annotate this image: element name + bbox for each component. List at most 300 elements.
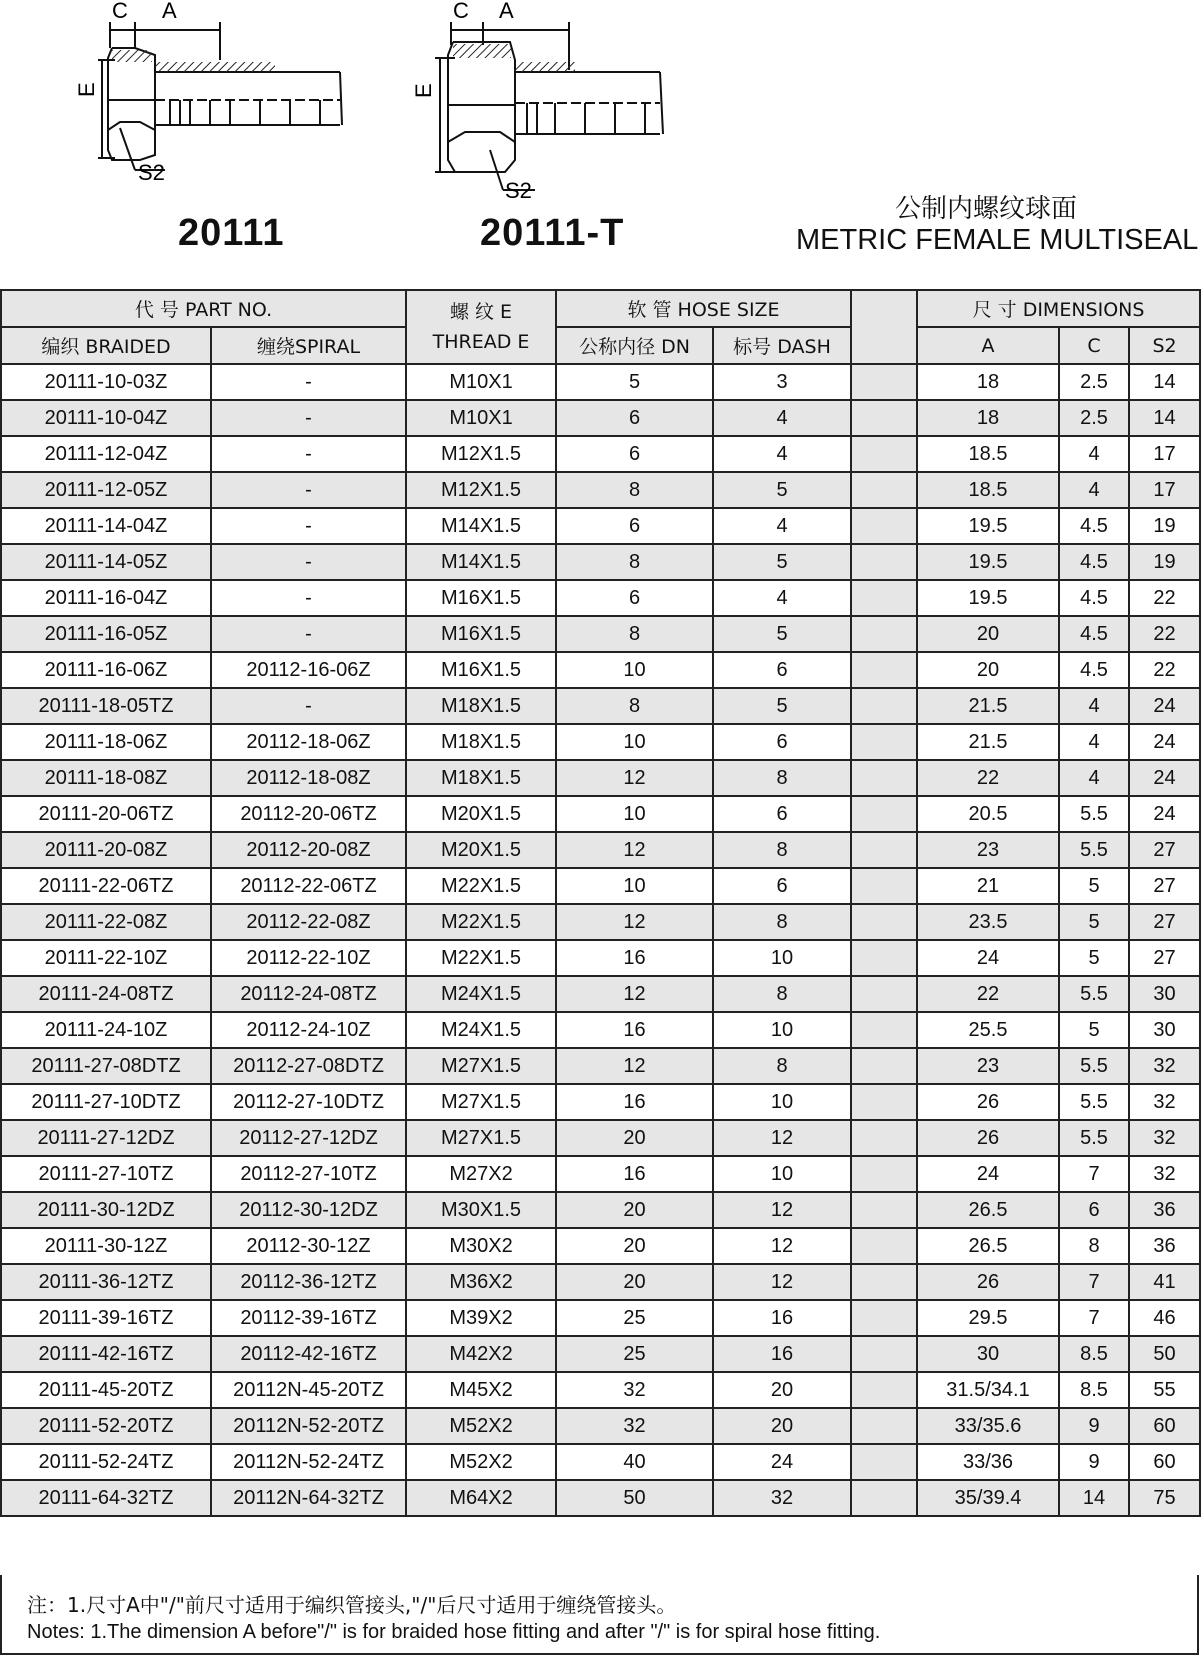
cell-dash: 20 — [713, 1372, 851, 1408]
cell-dim-s2: 36 — [1129, 1192, 1200, 1228]
cell-dash: 6 — [713, 796, 851, 832]
table-row — [1, 1156, 1200, 1192]
cell-dim-c: 4 — [1059, 688, 1129, 724]
header-a: A — [917, 327, 1059, 364]
cell-spiral-part-no: - — [211, 508, 406, 544]
cell-braided-part-no: 20111-52-20TZ — [1, 1408, 211, 1444]
cell-spiral-part-no: 20112-16-06Z — [211, 652, 406, 688]
cell-dn: 25 — [556, 1300, 713, 1336]
table-row — [1, 1120, 1200, 1156]
cell-dim-s2: 22 — [1129, 652, 1200, 688]
cell-dim-c: 4 — [1059, 760, 1129, 796]
cell-dim-a: 22 — [917, 760, 1059, 796]
cell-dn: 40 — [556, 1444, 713, 1480]
cell-dim-a: 31.5/34.1 — [917, 1372, 1059, 1408]
cell-braided-part-no: 20111-20-06TZ — [1, 796, 211, 832]
cell-dim-a: 23 — [917, 832, 1059, 868]
cell-dim-c: 4.5 — [1059, 652, 1129, 688]
cell-dim-c: 4.5 — [1059, 544, 1129, 580]
cell-thread: M39X2 — [406, 1300, 556, 1336]
cell-braided-part-no: 20111-24-10Z — [1, 1012, 211, 1048]
cell-dim-s2: 22 — [1129, 616, 1200, 652]
cell-dim-s2: 14 — [1129, 364, 1200, 400]
cell-dim-c: 5 — [1059, 868, 1129, 904]
cell-braided-part-no: 20111-52-24TZ — [1, 1444, 211, 1480]
header-dn: 公称内径 DN — [556, 327, 713, 364]
cell-thread: M16X1.5 — [406, 652, 556, 688]
cell-dim-c: 4.5 — [1059, 580, 1129, 616]
table-row — [1, 580, 1200, 616]
cell-thread: M10X1 — [406, 364, 556, 400]
cell-braided-part-no: 20111-27-10DTZ — [1, 1084, 211, 1120]
cell-dim-a: 21.5 — [917, 688, 1059, 724]
cell-dim-c: 7 — [1059, 1156, 1129, 1192]
cell-dim-c: 5.5 — [1059, 796, 1129, 832]
cell-dn: 8 — [556, 688, 713, 724]
cell-dim-a: 26.5 — [917, 1228, 1059, 1264]
blank-cell — [851, 1300, 917, 1336]
cell-dim-a: 19.5 — [917, 580, 1059, 616]
fitting-drawing-20111-t — [411, 0, 745, 210]
cell-dim-s2: 30 — [1129, 1012, 1200, 1048]
cell-dn: 6 — [556, 508, 713, 544]
cell-spiral-part-no: - — [211, 436, 406, 472]
cell-braided-part-no: 20111-27-10TZ — [1, 1156, 211, 1192]
label-s2: S2 — [138, 160, 165, 185]
table-row — [1, 904, 1200, 940]
table-row — [1, 1228, 1200, 1264]
cell-dim-c: 6 — [1059, 1192, 1129, 1228]
cell-dash: 4 — [713, 436, 851, 472]
header-part-no: 代 号 PART NO. — [1, 290, 406, 327]
header-row-2 — [1, 327, 1200, 364]
cell-braided-part-no: 20111-22-08Z — [1, 904, 211, 940]
cell-braided-part-no: 20111-30-12Z — [1, 1228, 211, 1264]
cell-braided-part-no: 20111-16-04Z — [1, 580, 211, 616]
cell-braided-part-no: 20111-22-10Z — [1, 940, 211, 976]
cell-dn: 10 — [556, 724, 713, 760]
cell-spiral-part-no: - — [211, 364, 406, 400]
cell-dim-c: 5 — [1059, 904, 1129, 940]
cell-spiral-part-no: 20112-20-06TZ — [211, 796, 406, 832]
table-row — [1, 364, 1200, 400]
cell-thread: M18X1.5 — [406, 724, 556, 760]
label-a: A — [499, 0, 514, 23]
cell-dash: 6 — [713, 868, 851, 904]
cell-braided-part-no: 20111-64-32TZ — [1, 1480, 211, 1516]
cell-dim-c: 5 — [1059, 1012, 1129, 1048]
cell-dn: 8 — [556, 544, 713, 580]
cell-braided-part-no: 20111-10-04Z — [1, 400, 211, 436]
cell-dim-c: 5.5 — [1059, 976, 1129, 1012]
blank-cell — [851, 868, 917, 904]
blank-cell — [851, 940, 917, 976]
cell-dim-s2: 24 — [1129, 760, 1200, 796]
cell-dim-s2: 24 — [1129, 724, 1200, 760]
table-row — [1, 472, 1200, 508]
blank-cell — [851, 1480, 917, 1516]
cell-dim-c: 8 — [1059, 1228, 1129, 1264]
cell-dn: 32 — [556, 1372, 713, 1408]
cell-thread: M20X1.5 — [406, 832, 556, 868]
cell-dim-a: 20 — [917, 616, 1059, 652]
cell-dim-c: 9 — [1059, 1408, 1129, 1444]
cell-dash: 8 — [713, 760, 851, 796]
cell-spiral-part-no: 20112-30-12DZ — [211, 1192, 406, 1228]
table-row — [1, 760, 1200, 796]
cell-dn: 10 — [556, 652, 713, 688]
cell-thread: M24X1.5 — [406, 1012, 556, 1048]
table-row — [1, 1372, 1200, 1408]
cell-dim-s2: 17 — [1129, 472, 1200, 508]
cell-dn: 16 — [556, 1012, 713, 1048]
cell-thread: M27X1.5 — [406, 1084, 556, 1120]
cell-dim-c: 4.5 — [1059, 616, 1129, 652]
cell-spiral-part-no: - — [211, 400, 406, 436]
cell-dim-s2: 32 — [1129, 1156, 1200, 1192]
cell-dim-s2: 24 — [1129, 688, 1200, 724]
cell-dash: 10 — [713, 1084, 851, 1120]
table-row — [1, 1084, 1200, 1120]
cell-braided-part-no: 20111-27-08DTZ — [1, 1048, 211, 1084]
cell-braided-part-no: 20111-42-16TZ — [1, 1336, 211, 1372]
cell-dim-a: 33/35.6 — [917, 1408, 1059, 1444]
cell-dn: 10 — [556, 796, 713, 832]
cell-dash: 5 — [713, 688, 851, 724]
blank-cell — [851, 1084, 917, 1120]
cell-dim-a: 22 — [917, 976, 1059, 1012]
cell-dn: 50 — [556, 1480, 713, 1516]
cell-dim-c: 14 — [1059, 1480, 1129, 1516]
cell-braided-part-no: 20111-22-06TZ — [1, 868, 211, 904]
cell-dn: 12 — [556, 904, 713, 940]
cell-dim-s2: 24 — [1129, 796, 1200, 832]
cell-dash: 32 — [713, 1480, 851, 1516]
cell-dim-c: 8.5 — [1059, 1372, 1129, 1408]
blank-cell — [851, 1156, 917, 1192]
cell-dn: 10 — [556, 868, 713, 904]
model-number-20111: 20111 — [178, 212, 285, 254]
cell-dash: 10 — [713, 940, 851, 976]
cell-spiral-part-no: - — [211, 580, 406, 616]
cell-dim-s2: 14 — [1129, 400, 1200, 436]
cell-thread: M16X1.5 — [406, 580, 556, 616]
cell-braided-part-no: 20111-27-12DZ — [1, 1120, 211, 1156]
blank-cell — [851, 976, 917, 1012]
cell-thread: M18X1.5 — [406, 688, 556, 724]
cell-braided-part-no: 20111-18-05TZ — [1, 688, 211, 724]
label-a: A — [162, 0, 177, 23]
cell-braided-part-no: 20111-16-05Z — [1, 616, 211, 652]
cell-dim-a: 26.5 — [917, 1192, 1059, 1228]
cell-braided-part-no: 20111-12-05Z — [1, 472, 211, 508]
cell-thread: M14X1.5 — [406, 544, 556, 580]
cell-spiral-part-no: 20112N-45-20TZ — [211, 1372, 406, 1408]
cell-braided-part-no: 20111-18-06Z — [1, 724, 211, 760]
cell-dash: 5 — [713, 472, 851, 508]
cell-spiral-part-no: 20112-24-08TZ — [211, 976, 406, 1012]
cell-dim-a: 20.5 — [917, 796, 1059, 832]
spec-table — [0, 289, 1201, 1517]
blank-cell — [851, 472, 917, 508]
note-english: Notes: 1.The dimension A before"/" is for braided hose fitting and after "/" is for spiral hose fitting. — [27, 1621, 881, 1643]
cell-dash: 4 — [713, 580, 851, 616]
cell-dn: 20 — [556, 1228, 713, 1264]
cell-dim-a: 19.5 — [917, 544, 1059, 580]
cell-dn: 6 — [556, 580, 713, 616]
cell-dim-a: 23 — [917, 1048, 1059, 1084]
cell-dim-s2: 30 — [1129, 976, 1200, 1012]
label-s2: S2 — [505, 178, 532, 203]
header-thread-en: THREAD E — [432, 331, 530, 353]
cell-dim-s2: 32 — [1129, 1048, 1200, 1084]
table-row — [1, 1048, 1200, 1084]
blank-cell — [851, 364, 917, 400]
cell-spiral-part-no: 20112-18-06Z — [211, 724, 406, 760]
cell-spiral-part-no: 20112-27-10DTZ — [211, 1084, 406, 1120]
note-chinese: 注：1.尺寸A中"/"前尺寸适用于编织管接头,"/"后尺寸适用于缠绕管接头。 — [27, 1593, 677, 1617]
table-row — [1, 1336, 1200, 1372]
blank-cell — [851, 400, 917, 436]
cell-thread: M22X1.5 — [406, 940, 556, 976]
cell-dn: 32 — [556, 1408, 713, 1444]
cell-dim-a: 18 — [917, 364, 1059, 400]
cell-dn: 8 — [556, 472, 713, 508]
cell-dash: 5 — [713, 616, 851, 652]
cell-dim-a: 33/36 — [917, 1444, 1059, 1480]
cell-dash: 12 — [713, 1264, 851, 1300]
cell-dash: 4 — [713, 508, 851, 544]
cell-dash: 20 — [713, 1408, 851, 1444]
blank-cell — [851, 1408, 917, 1444]
blank-cell — [851, 1120, 917, 1156]
cell-dim-s2: 55 — [1129, 1372, 1200, 1408]
table-row — [1, 1192, 1200, 1228]
table-row — [1, 940, 1200, 976]
cell-dn: 8 — [556, 616, 713, 652]
cell-dim-c: 5 — [1059, 940, 1129, 976]
header-blank — [851, 290, 917, 364]
cell-spiral-part-no: - — [211, 544, 406, 580]
blank-cell — [851, 724, 917, 760]
cell-dim-s2: 27 — [1129, 904, 1200, 940]
cell-dim-c: 2.5 — [1059, 400, 1129, 436]
cell-thread: M27X1.5 — [406, 1048, 556, 1084]
technical-drawings — [0, 0, 1200, 270]
cell-dim-c: 4 — [1059, 472, 1129, 508]
cell-dim-a: 23.5 — [917, 904, 1059, 940]
blank-cell — [851, 760, 917, 796]
cell-dim-c: 5.5 — [1059, 832, 1129, 868]
blank-cell — [851, 1264, 917, 1300]
table-row — [1, 1444, 1200, 1480]
cell-dim-a: 30 — [917, 1336, 1059, 1372]
cell-thread: M10X1 — [406, 400, 556, 436]
label-e: E — [74, 82, 99, 97]
cell-dim-s2: 36 — [1129, 1228, 1200, 1264]
cell-dn: 20 — [556, 1120, 713, 1156]
cell-dim-a: 24 — [917, 1156, 1059, 1192]
cell-spiral-part-no: 20112-24-10Z — [211, 1012, 406, 1048]
cell-dim-c: 5.5 — [1059, 1048, 1129, 1084]
cell-spiral-part-no: 20112N-52-20TZ — [211, 1408, 406, 1444]
table-row — [1, 1264, 1200, 1300]
cell-spiral-part-no: 20112-22-06TZ — [211, 868, 406, 904]
table-row — [1, 1012, 1200, 1048]
header-spiral: 缠绕SPIRAL — [211, 327, 406, 364]
table-row — [1, 724, 1200, 760]
cell-thread: M45X2 — [406, 1372, 556, 1408]
cell-dash: 5 — [713, 544, 851, 580]
cell-dash: 16 — [713, 1336, 851, 1372]
cell-spiral-part-no: 20112-39-16TZ — [211, 1300, 406, 1336]
header-dimensions: 尺 寸 DIMENSIONS — [917, 290, 1200, 327]
cell-dim-c: 2.5 — [1059, 364, 1129, 400]
blank-cell — [851, 832, 917, 868]
cell-thread: M30X2 — [406, 1228, 556, 1264]
header-braided: 编织 BRAIDED — [1, 327, 211, 364]
cell-spiral-part-no: 20112-27-08DTZ — [211, 1048, 406, 1084]
cell-thread: M14X1.5 — [406, 508, 556, 544]
cell-dn: 12 — [556, 760, 713, 796]
blank-cell — [851, 544, 917, 580]
blank-cell — [851, 616, 917, 652]
cell-dim-c: 4.5 — [1059, 508, 1129, 544]
table-row — [1, 868, 1200, 904]
cell-dn: 5 — [556, 364, 713, 400]
cell-thread: M20X1.5 — [406, 796, 556, 832]
cell-spiral-part-no: 20112-20-08Z — [211, 832, 406, 868]
label-e: E — [411, 83, 436, 98]
cell-dim-s2: 75 — [1129, 1480, 1200, 1516]
blank-cell — [851, 904, 917, 940]
cell-dash: 6 — [713, 724, 851, 760]
table-row — [1, 976, 1200, 1012]
cell-spiral-part-no: 20112-27-12DZ — [211, 1120, 406, 1156]
cell-thread: M12X1.5 — [406, 436, 556, 472]
cell-thread: M22X1.5 — [406, 904, 556, 940]
cell-dim-c: 8.5 — [1059, 1336, 1129, 1372]
table-row — [1, 1300, 1200, 1336]
cell-spiral-part-no: - — [211, 472, 406, 508]
cell-dim-s2: 27 — [1129, 832, 1200, 868]
cell-thread: M24X1.5 — [406, 976, 556, 1012]
cell-dim-c: 5.5 — [1059, 1084, 1129, 1120]
cell-dim-s2: 19 — [1129, 508, 1200, 544]
header-hose-size: 软 管 HOSE SIZE — [556, 290, 851, 327]
cell-dash: 8 — [713, 976, 851, 1012]
cell-dim-s2: 41 — [1129, 1264, 1200, 1300]
cell-dn: 12 — [556, 1048, 713, 1084]
cell-dim-c: 7 — [1059, 1300, 1129, 1336]
table-row — [1, 832, 1200, 868]
cell-braided-part-no: 20111-14-04Z — [1, 508, 211, 544]
blank-cell — [851, 1012, 917, 1048]
fitting-drawing-20111 — [60, 0, 440, 200]
cell-spiral-part-no: 20112-30-12Z — [211, 1228, 406, 1264]
cell-dim-s2: 60 — [1129, 1408, 1200, 1444]
title-chinese: 公制内螺纹球面 — [895, 194, 1078, 224]
header-s2: S2 — [1129, 327, 1200, 364]
table-row — [1, 652, 1200, 688]
blank-cell — [851, 688, 917, 724]
cell-spiral-part-no: 20112-18-08Z — [211, 760, 406, 796]
cell-braided-part-no: 20111-30-12DZ — [1, 1192, 211, 1228]
cell-thread: M16X1.5 — [406, 616, 556, 652]
cell-thread: M30X1.5 — [406, 1192, 556, 1228]
table-row — [1, 616, 1200, 652]
label-c: C — [112, 0, 128, 23]
cell-dash: 12 — [713, 1228, 851, 1264]
cell-braided-part-no: 20111-36-12TZ — [1, 1264, 211, 1300]
cell-dim-s2: 50 — [1129, 1336, 1200, 1372]
table-row — [1, 508, 1200, 544]
cell-thread: M52X2 — [406, 1408, 556, 1444]
cell-dash: 6 — [713, 652, 851, 688]
blank-cell — [851, 1228, 917, 1264]
cell-thread: M42X2 — [406, 1336, 556, 1372]
cell-spiral-part-no: - — [211, 688, 406, 724]
cell-dash: 10 — [713, 1012, 851, 1048]
cell-dim-a: 21 — [917, 868, 1059, 904]
blank-cell — [851, 1444, 917, 1480]
cell-dash: 3 — [713, 364, 851, 400]
blank-cell — [851, 1192, 917, 1228]
cell-dim-s2: 19 — [1129, 544, 1200, 580]
blank-cell — [851, 796, 917, 832]
label-c: C — [453, 0, 469, 23]
cell-spiral-part-no: - — [211, 616, 406, 652]
cell-dim-s2: 32 — [1129, 1084, 1200, 1120]
cell-dim-a: 35/39.4 — [917, 1480, 1059, 1516]
cell-braided-part-no: 20111-39-16TZ — [1, 1300, 211, 1336]
cell-dim-a: 21.5 — [917, 724, 1059, 760]
cell-dim-s2: 46 — [1129, 1300, 1200, 1336]
cell-dn: 16 — [556, 940, 713, 976]
cell-thread: M27X2 — [406, 1156, 556, 1192]
header-row-1 — [1, 290, 1200, 327]
cell-braided-part-no: 20111-45-20TZ — [1, 1372, 211, 1408]
cell-dim-c: 9 — [1059, 1444, 1129, 1480]
cell-dim-a: 19.5 — [917, 508, 1059, 544]
blank-cell — [851, 508, 917, 544]
cell-thread: M18X1.5 — [406, 760, 556, 796]
blank-cell — [851, 1048, 917, 1084]
cell-dn: 20 — [556, 1192, 713, 1228]
header-c: C — [1059, 327, 1129, 364]
cell-dim-c: 7 — [1059, 1264, 1129, 1300]
cell-dash: 10 — [713, 1156, 851, 1192]
cell-spiral-part-no: 20112-27-10TZ — [211, 1156, 406, 1192]
cell-spiral-part-no: 20112-22-08Z — [211, 904, 406, 940]
cell-braided-part-no: 20111-20-08Z — [1, 832, 211, 868]
cell-dim-a: 18.5 — [917, 472, 1059, 508]
cell-braided-part-no: 20111-16-06Z — [1, 652, 211, 688]
cell-spiral-part-no: 20112-22-10Z — [211, 940, 406, 976]
cell-dn: 25 — [556, 1336, 713, 1372]
cell-dash: 12 — [713, 1120, 851, 1156]
model-number-20111-t: 20111-T — [480, 212, 625, 254]
table-row — [1, 400, 1200, 436]
blank-cell — [851, 436, 917, 472]
cell-dash: 12 — [713, 1192, 851, 1228]
cell-dim-c: 4 — [1059, 436, 1129, 472]
blank-cell — [851, 580, 917, 616]
table-row — [1, 436, 1200, 472]
cell-dim-a: 25.5 — [917, 1012, 1059, 1048]
cell-dash: 8 — [713, 1048, 851, 1084]
cell-dim-a: 24 — [917, 940, 1059, 976]
